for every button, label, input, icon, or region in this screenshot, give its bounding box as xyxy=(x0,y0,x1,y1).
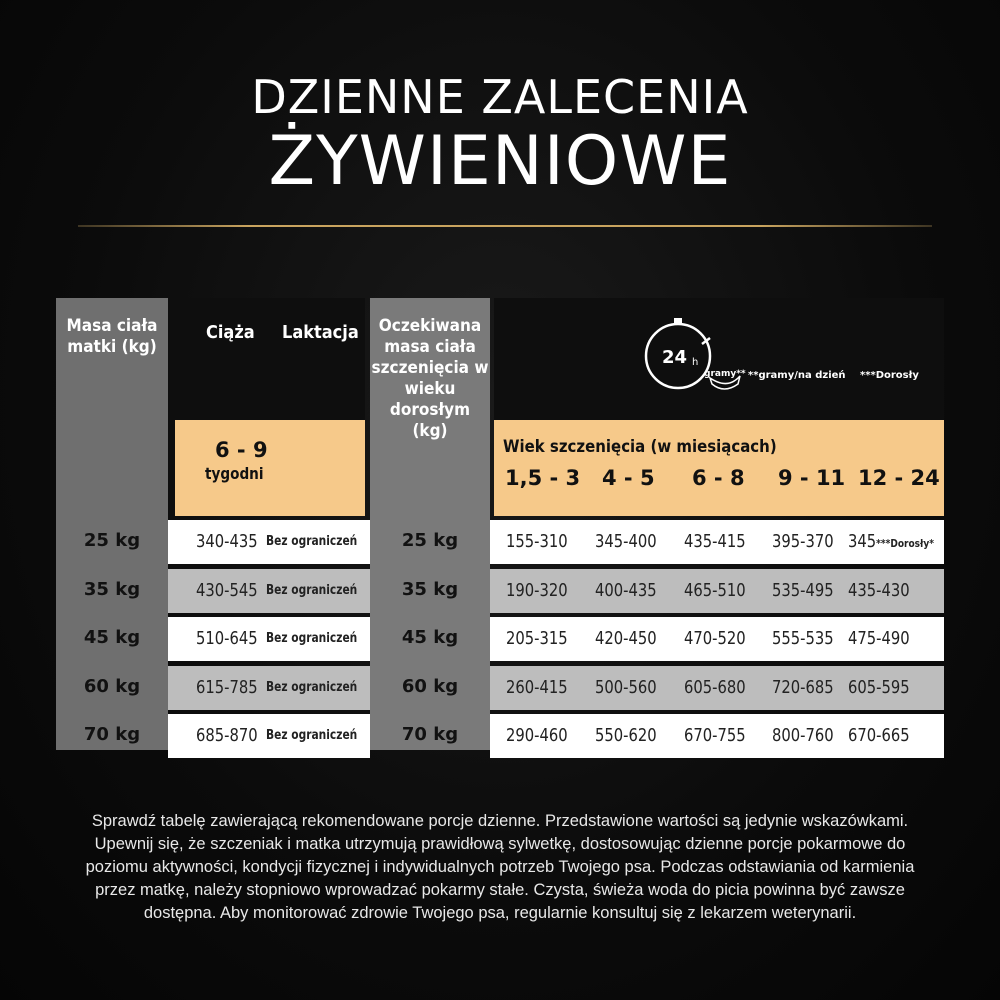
age-value-4: 720-685 xyxy=(772,677,834,698)
age-value-5 xyxy=(848,520,934,564)
expected-mass-value: 35 kg xyxy=(401,579,459,600)
age-value-3: 465-510 xyxy=(684,580,746,601)
table-row xyxy=(168,714,944,758)
adult-note: ***Dorosły* xyxy=(876,537,934,550)
lactation-header: Laktacja xyxy=(282,322,359,343)
age-value-4: 800-760 xyxy=(772,725,834,746)
pregnancy-header: Ciąża xyxy=(206,322,255,343)
age-value-2: 500-560 xyxy=(595,677,657,698)
age-value-2: 400-435 xyxy=(595,580,657,601)
info-paragraph: Sprawdź tabelę zawierającą rekomendowane porcje dzienne. Przedstawione wartości są jedynie wskazówkami. Upewnij się, że szczeniak i matka utrzymują prawidłową sylwetkę, dostosowując dzienne porcje pokarmowe do poziomu aktywności, kondycji fizycznej i indywidualnych potrzeb Twojego psa. Podczas odstawiania od karmienia przez matkę, należy stopniowo wprowadzać pokarmy stałe. Czysta, świeża woda do picia powinna być zawsze dostępna. Aby monitorować zdrowie Twojego psa, regularnie konsultuj się z lekarzem weterynarii. xyxy=(85,812,915,922)
weeks-label: tygodni xyxy=(205,464,264,483)
weeks-range: 6 - 9 xyxy=(215,438,268,462)
lactation-value: Bez ograniczeń xyxy=(266,680,358,695)
lactation-value: Bez ograniczeń xyxy=(266,583,358,598)
lactation-value: Bez ograniczeń xyxy=(266,534,358,549)
age-value-1: 290-460 xyxy=(506,725,568,746)
expected-mass-value: 60 kg xyxy=(401,676,459,697)
icon-gramy-label: gramy** xyxy=(704,369,746,379)
age-value-1: 190-320 xyxy=(506,580,568,601)
age-value-5 xyxy=(848,666,910,710)
age-value-5 xyxy=(848,714,910,758)
age-header: Wiek szczenięcia (w miesiącach) xyxy=(503,437,777,457)
age-value-2: 345-400 xyxy=(595,531,657,552)
age-value-2: 550-620 xyxy=(595,725,657,746)
mother-mass-value: 45 kg xyxy=(83,627,141,648)
age-value-3: 605-680 xyxy=(684,677,746,698)
age-value-1: 260-415 xyxy=(506,677,568,698)
age-value-3: 470-520 xyxy=(684,628,746,649)
age-col-3: 6 - 8 xyxy=(692,466,745,490)
pregnancy-value: 615-785 xyxy=(196,677,258,698)
pregnancy-value: 510-645 xyxy=(196,628,258,649)
page-title-line1: DZIENNE ZALECENIA xyxy=(251,70,749,124)
age-col-2: 4 - 5 xyxy=(602,466,655,490)
lactation-value: Bez ograniczeń xyxy=(266,728,358,743)
age-value-5-number: 670-665 xyxy=(848,725,910,746)
legend-grams-per-day: **gramy/na dzień xyxy=(748,370,846,381)
age-value-3: 435-415 xyxy=(684,531,746,552)
age-value-5-number: 345 xyxy=(848,531,877,552)
legend-adult: ***Dorosły xyxy=(860,370,919,381)
age-value-4: 555-535 xyxy=(772,628,834,649)
table-row xyxy=(168,666,944,710)
table-row xyxy=(168,520,944,564)
weeks-box xyxy=(175,420,365,516)
mother-mass-value: 35 kg xyxy=(83,579,141,600)
age-value-5-number: 605-595 xyxy=(848,677,910,698)
table-row xyxy=(168,569,944,613)
icon-h-label: h xyxy=(692,357,699,368)
age-col-1: 1,5 - 3 xyxy=(505,466,581,490)
expected-mass-value: 45 kg xyxy=(401,627,459,648)
expected-mass-value: 70 kg xyxy=(401,724,459,745)
expected-mass-header: Oczekiwana masa ciała szczenięcia w wieku dorosłym (kg) xyxy=(371,316,489,441)
age-value-1: 155-310 xyxy=(506,531,568,552)
mother-mass-value: 60 kg xyxy=(83,676,141,697)
age-value-5-number: 475-490 xyxy=(848,628,910,649)
age-value-2: 420-450 xyxy=(595,628,657,649)
expected-mass-value: 25 kg xyxy=(401,530,459,551)
age-value-5 xyxy=(848,569,910,613)
age-value-5-number: 435-430 xyxy=(848,580,910,601)
lactation-value: Bez ograniczeń xyxy=(266,631,358,646)
mother-mass-value: 25 kg xyxy=(83,530,141,551)
page-title-line2: ŻYWIENIOWE xyxy=(268,122,732,201)
age-value-4: 395-370 xyxy=(772,531,834,552)
icon-24-label: 24 xyxy=(662,347,688,368)
age-col-4: 9 - 11 xyxy=(778,466,846,490)
age-value-4: 535-495 xyxy=(772,580,834,601)
24h-clock-icon xyxy=(640,318,760,398)
age-value-5 xyxy=(848,617,910,661)
pregnancy-value: 340-435 xyxy=(196,531,258,552)
mother-mass-header: Masa ciała matki (kg) xyxy=(66,316,158,357)
pregnancy-header-box xyxy=(175,298,365,420)
age-value-3: 670-755 xyxy=(684,725,746,746)
mother-mass-value: 70 kg xyxy=(83,724,141,745)
age-col-5: 12 - 24 xyxy=(858,466,940,490)
pregnancy-value: 430-545 xyxy=(196,580,258,601)
pregnancy-value: 685-870 xyxy=(196,725,258,746)
table-row xyxy=(168,617,944,661)
title-divider xyxy=(78,225,932,227)
age-value-1: 205-315 xyxy=(506,628,568,649)
